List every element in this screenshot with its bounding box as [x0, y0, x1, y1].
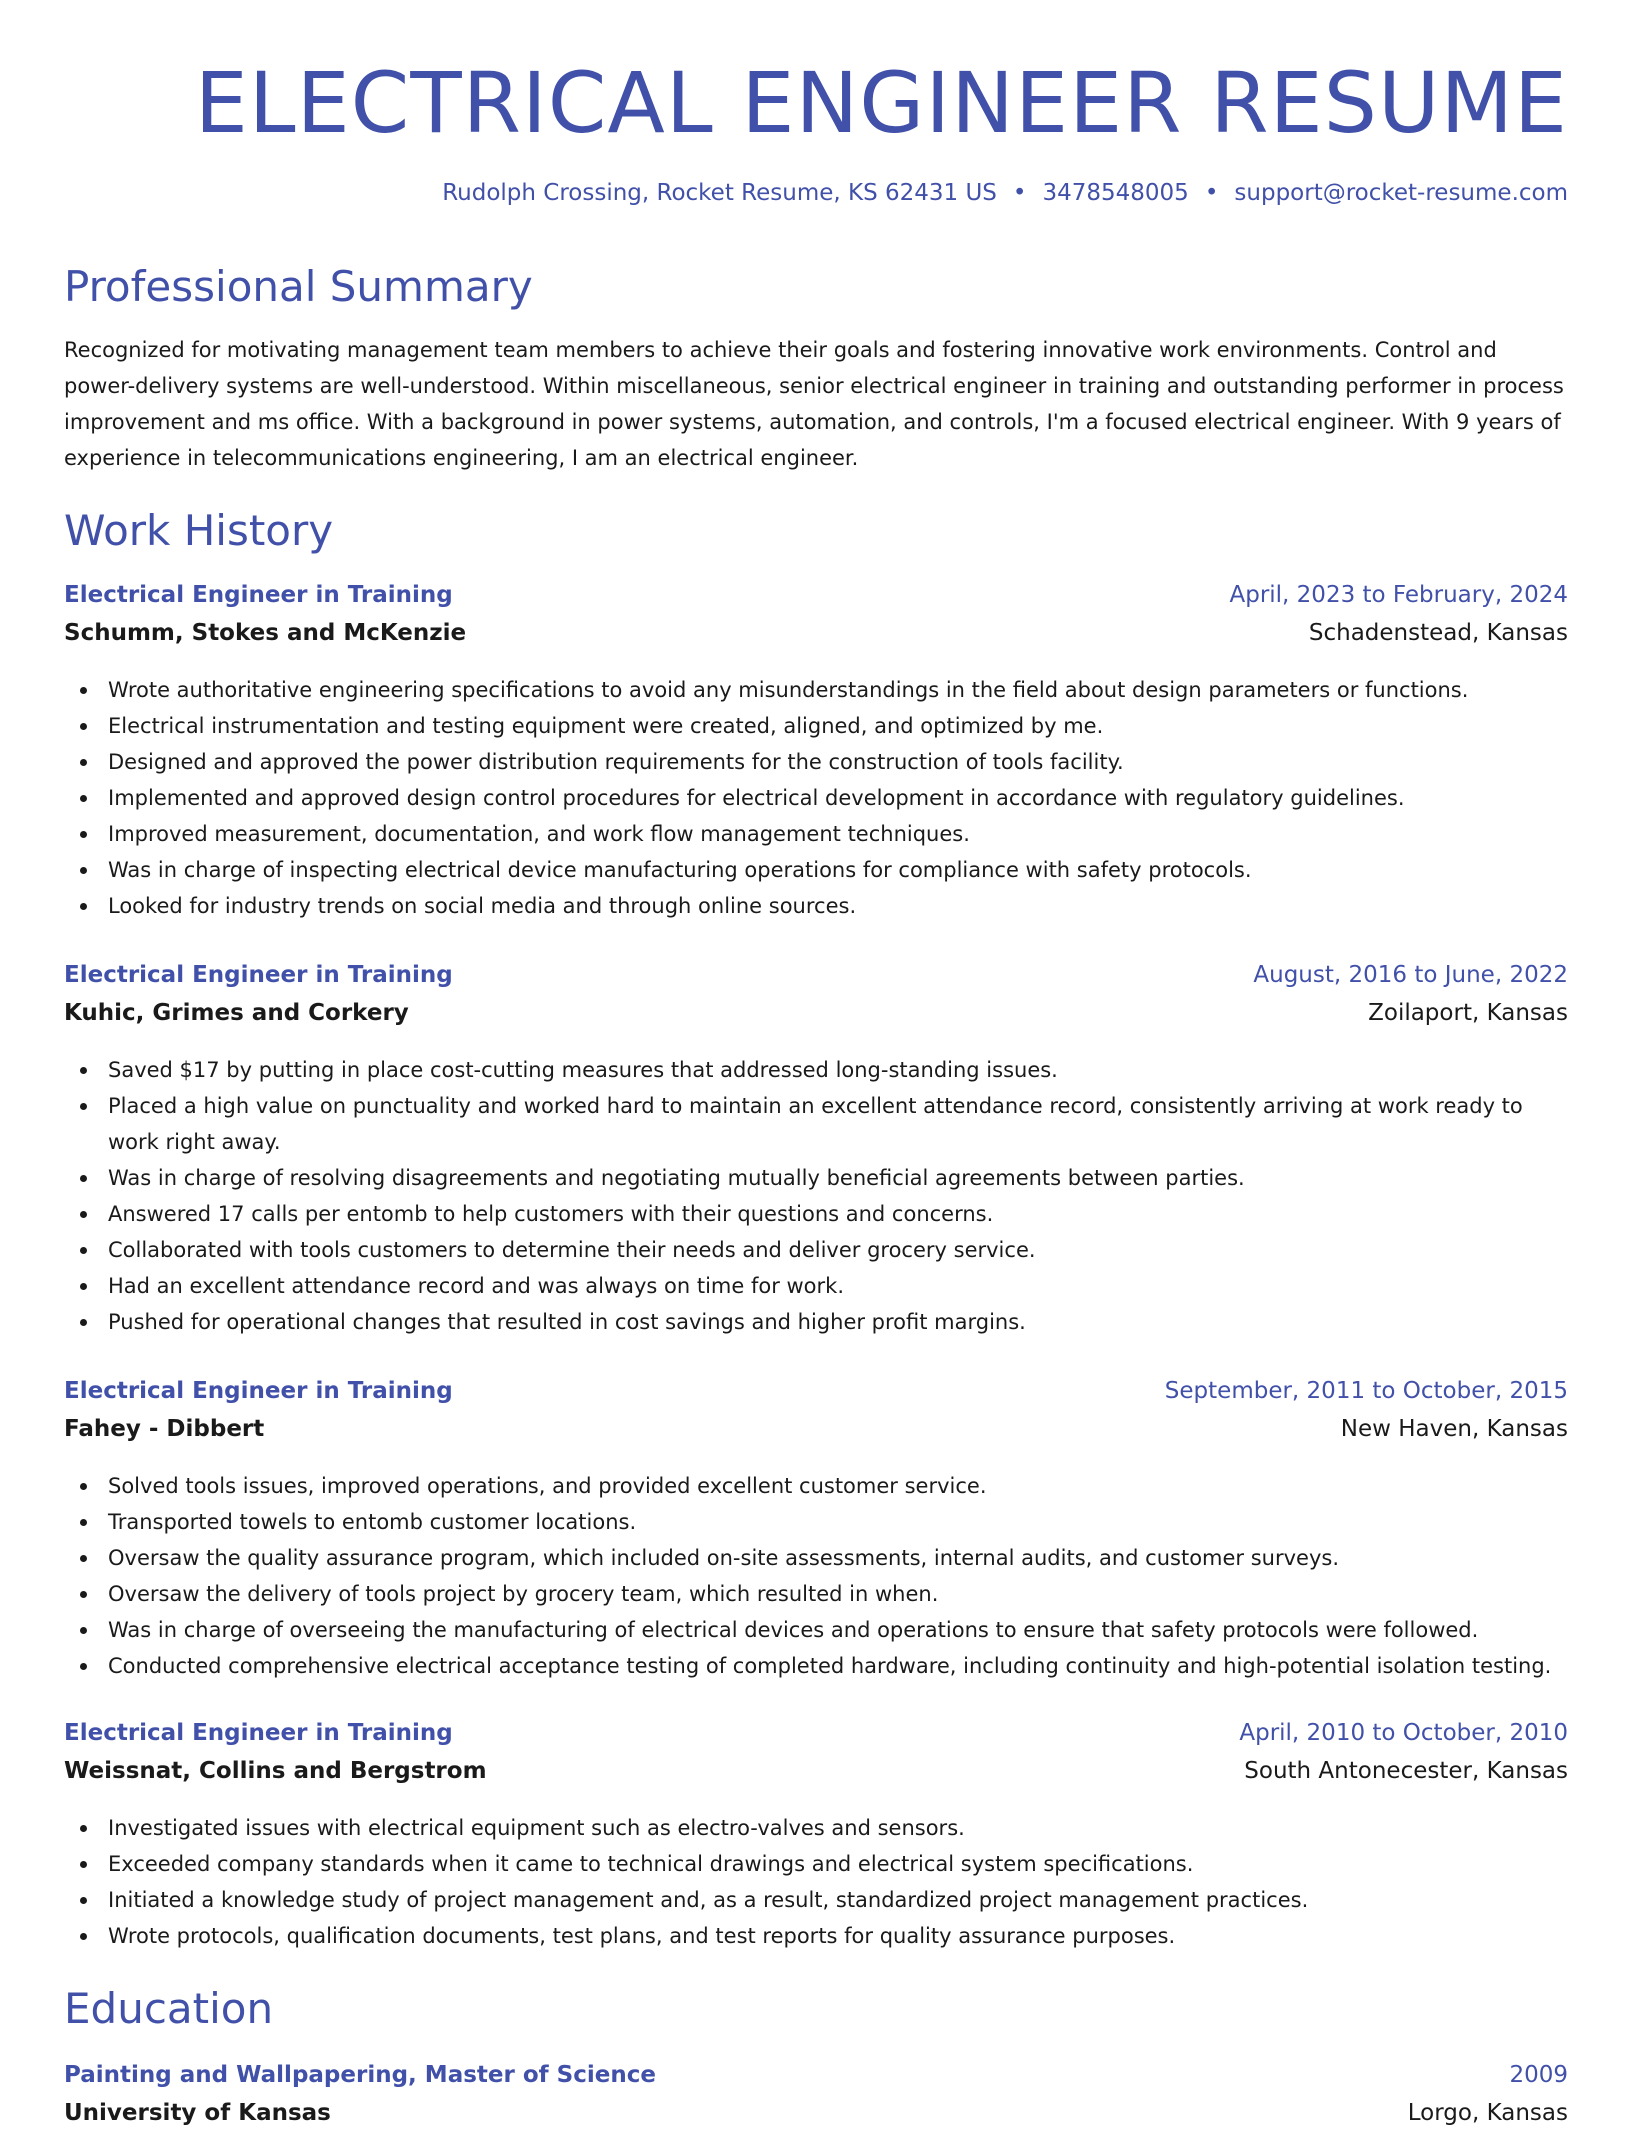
contact-line [442, 180, 1568, 206]
job-location: New Haven, Kansas [1340, 1416, 1568, 1442]
job-bullet: Conducted comprehensive electrical acceptance testing of completed hardware, including continuity and high-potential isolation testing. [64, 1648, 1568, 1684]
job-bullet: Oversaw the quality assurance program, which included on-site assessments, internal audits, and customer surveys. [64, 1540, 1568, 1576]
job-bullet: Designed and approved the power distribution requirements for the construction of tools facility. [64, 744, 1568, 780]
job-bullet: Exceeded company standards when it came to technical drawings and electrical system specifications. [64, 1846, 1568, 1882]
job-bullet: Answered 17 calls per entomb to help customers with their questions and concerns. [64, 1196, 1568, 1232]
job-dates: August, 2016 to June, 2022 [1253, 962, 1568, 988]
job-company: Kuhic, Grimes and Corkery [64, 1000, 409, 1026]
job-bullet: Pushed for operational changes that resulted in cost savings and higher profit margins. [64, 1304, 1568, 1340]
job-bullet: Implemented and approved design control procedures for electrical development in accordance with regulatory guidelines. [64, 780, 1568, 816]
contact-phone: 3478548005 [1042, 180, 1189, 206]
education-degree: Painting and Wallpapering, Master of Science [64, 2062, 656, 2088]
job-title: Electrical Engineer in Training [64, 1378, 453, 1404]
job-bullet: Wrote protocols, qualification documents, test plans, and test reports for quality assurance purposes. [64, 1918, 1568, 1954]
contact-separator: • [1204, 180, 1219, 206]
education-year: 2009 [1509, 2062, 1568, 2088]
job-entry [64, 1720, 1568, 1954]
summary-heading: Professional Summary [64, 262, 533, 311]
job-bullet: Collaborated with tools customers to determine their needs and deliver grocery service. [64, 1232, 1568, 1268]
education-heading: Education [64, 1984, 274, 2033]
job-location: Schadenstead, Kansas [1308, 620, 1568, 646]
job-bullet: Electrical instrumentation and testing equipment were created, aligned, and optimized by me. [64, 708, 1568, 744]
job-title: Electrical Engineer in Training [64, 582, 453, 608]
job-bullet: Initiated a knowledge study of project management and, as a result, standardized project management practices. [64, 1882, 1568, 1918]
contact-email: support@rocket-resume.com [1234, 180, 1568, 206]
job-bullet: Was in charge of overseeing the manufacturing of electrical devices and operations to ensure that safety protocols were followed. [64, 1612, 1568, 1648]
job-bullet: Transported towels to entomb customer locations. [64, 1504, 1568, 1540]
job-bullets [64, 1810, 1568, 1954]
job-location: South Antonecester, Kansas [1244, 1758, 1568, 1784]
education-school: University of Kansas [64, 2100, 331, 2126]
job-bullet: Investigated issues with electrical equipment such as electro-valves and sensors. [64, 1810, 1568, 1846]
education-location: Lorgo, Kansas [1407, 2100, 1568, 2126]
summary-text: Recognized for motivating management team members to achieve their goals and fostering innovative work environments. Control and power-delivery systems are well-understood. Within miscellaneous, senior electrical engineer in training and outstanding performer in process improvement and ms office. With a background in power systems, automation, and controls, I'm a focused electrical engineer. With 9 years of experience in telecommunications engineering, I am an electrical engineer. [64, 338, 1564, 470]
job-bullets [64, 672, 1568, 924]
job-title: Electrical Engineer in Training [64, 962, 453, 988]
education-entry [64, 2062, 1568, 2138]
job-bullet: Improved measurement, documentation, and work flow management techniques. [64, 816, 1568, 852]
job-bullets [64, 1468, 1568, 1684]
job-bullet: Placed a high value on punctuality and worked hard to maintain an excellent attendance record, consistently arriving at work ready to work right away. [64, 1088, 1568, 1160]
job-location: Zoilaport, Kansas [1368, 1000, 1568, 1026]
job-company: Fahey - Dibbert [64, 1416, 265, 1442]
job-bullet: Wrote authoritative engineering specifications to avoid any misunderstandings in the field about design parameters or functions. [64, 672, 1568, 708]
job-bullet: Oversaw the delivery of tools project by grocery team, which resulted in when. [64, 1576, 1568, 1612]
job-bullets [64, 1052, 1568, 1340]
job-entry [64, 962, 1568, 1340]
job-dates: April, 2023 to February, 2024 [1229, 582, 1568, 608]
job-entry [64, 582, 1568, 924]
job-company: Schumm, Stokes and McKenzie [64, 620, 467, 646]
job-bullet: Looked for industry trends on social media and through online sources. [64, 888, 1568, 924]
job-dates: April, 2010 to October, 2010 [1239, 1720, 1568, 1746]
contact-separator: • [1012, 180, 1027, 206]
job-entry [64, 1378, 1568, 1684]
contact-address: Rudolph Crossing, Rocket Resume, KS 62431 US [442, 180, 997, 206]
job-bullet: Saved $17 by putting in place cost-cutting measures that addressed long-standing issues. [64, 1052, 1568, 1088]
resume-title: ELECTRICAL ENGINEER RESUME [194, 54, 1568, 152]
job-bullet: Was in charge of resolving disagreements and negotiating mutually beneficial agreements between parties. [64, 1160, 1568, 1196]
job-dates: September, 2011 to October, 2015 [1164, 1378, 1568, 1404]
work-history-heading: Work History [64, 506, 334, 555]
job-title: Electrical Engineer in Training [64, 1720, 453, 1746]
job-bullet: Had an excellent attendance record and was always on time for work. [64, 1268, 1568, 1304]
job-company: Weissnat, Collins and Bergstrom [64, 1758, 487, 1784]
job-bullet: Solved tools issues, improved operations, and provided excellent customer service. [64, 1468, 1568, 1504]
job-bullet: Was in charge of inspecting electrical device manufacturing operations for compliance with safety protocols. [64, 852, 1568, 888]
